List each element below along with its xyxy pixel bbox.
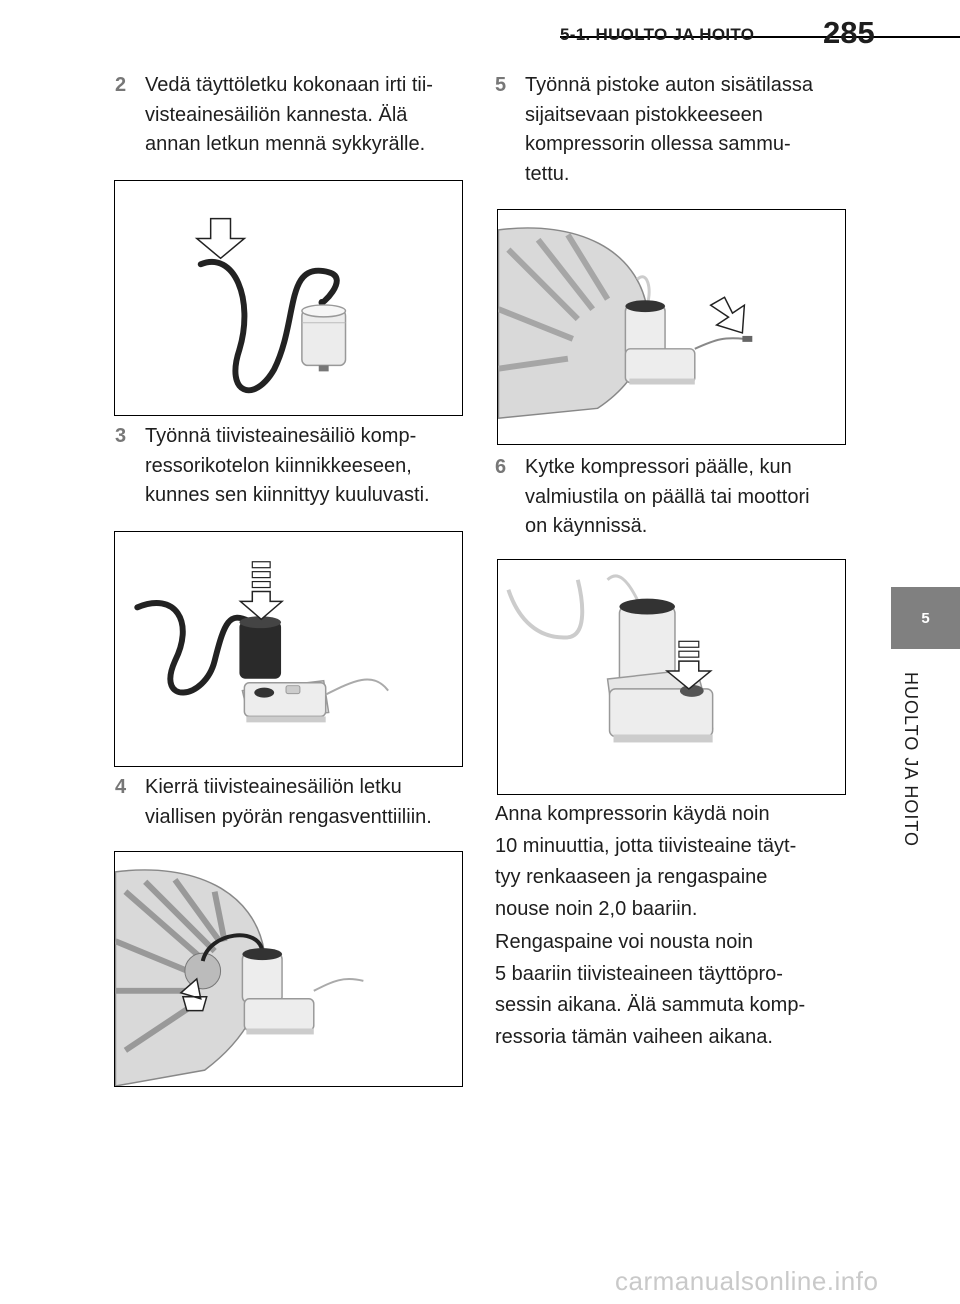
paragraph-line: tyy renkaaseen ja rengaspaine bbox=[495, 866, 768, 888]
step-number: 3 bbox=[115, 425, 127, 447]
step-text-line: visteainesäiliön kannesta. Älä bbox=[145, 103, 408, 126]
canister-insert-illustration bbox=[114, 531, 463, 767]
section-title: 5-1. HUOLTO JA HOITO bbox=[560, 25, 755, 44]
chapter-number-tab: 5 bbox=[891, 587, 960, 649]
step-number: 5 bbox=[495, 74, 507, 96]
valve-connect-drawing bbox=[115, 852, 462, 1086]
power-plug-drawing bbox=[498, 210, 845, 444]
step-text-line: on käynnissä. bbox=[525, 515, 648, 537]
paragraph-pressure-note bbox=[495, 927, 865, 1053]
step-text-line: Työnnä tiivisteainesäiliö komp- bbox=[145, 425, 417, 447]
paragraph-line: nouse noin 2,0 baariin. bbox=[495, 897, 698, 920]
paragraph-running-time bbox=[495, 799, 865, 925]
paragraph-line: sessin aikana. Älä sammuta komp- bbox=[495, 994, 806, 1016]
compressor-switch-illustration bbox=[497, 559, 846, 795]
hose-unwind-drawing bbox=[115, 181, 462, 415]
step-text-line: kunnes sen kiinnittyy kuuluvasti. bbox=[145, 484, 430, 506]
step-text-line: valmiustila on päällä tai moottori bbox=[525, 485, 810, 508]
step-2 bbox=[115, 71, 475, 166]
step-number: 4 bbox=[115, 776, 127, 798]
paragraph-line: ressoria tämän vaiheen aikana. bbox=[495, 1025, 773, 1048]
step-4 bbox=[115, 773, 475, 838]
step-text-line: Kytke kompressori päälle, kun bbox=[525, 456, 792, 478]
compressor-switch-drawing bbox=[498, 560, 845, 794]
step-text-line: kompressorin ollessa sammu- bbox=[525, 133, 791, 155]
step-number: 6 bbox=[495, 456, 507, 478]
step-text-line: Vedä täyttöletku kokonaan irti tii- bbox=[145, 74, 433, 96]
step-text-line: ressorikotelon kiinnikkeeseen, bbox=[145, 454, 412, 477]
step-3 bbox=[115, 422, 475, 517]
step-text-line: Kierrä tiivisteainesäiliön letku bbox=[145, 776, 402, 798]
step-text-line: tettu. bbox=[525, 162, 570, 185]
step-text-line: viallisen pyörän rengasventtiiliin. bbox=[145, 805, 432, 828]
power-plug-illustration bbox=[497, 209, 846, 445]
step-text-line: annan letkun mennä sykkyrälle. bbox=[145, 133, 426, 155]
step-6 bbox=[495, 453, 855, 548]
paragraph-line: Rengaspaine voi nousta noin bbox=[495, 931, 753, 953]
step-text-line: Työnnä pistoke auton sisätilassa bbox=[525, 74, 813, 96]
paragraph-line: 5 baariin tiivisteaineen täyttöpro- bbox=[495, 962, 783, 985]
chapter-label: HUOLTO JA HOITO bbox=[901, 672, 921, 848]
hose-unwind-illustration bbox=[114, 180, 463, 416]
step-number: 2 bbox=[115, 74, 127, 96]
canister-insert-drawing bbox=[115, 532, 462, 766]
step-text-line: sijaitsevaan pistokkeeseen bbox=[525, 103, 763, 126]
paragraph-line: 10 minuuttia, jotta tiivisteaine täyt- bbox=[495, 834, 797, 857]
paragraph-line: Anna kompressorin käydä noin bbox=[495, 803, 770, 825]
page-number: 285 bbox=[823, 15, 875, 50]
valve-connect-illustration bbox=[114, 851, 463, 1087]
step-5 bbox=[495, 71, 855, 196]
watermark: carmanualsonline.info bbox=[615, 1266, 879, 1296]
